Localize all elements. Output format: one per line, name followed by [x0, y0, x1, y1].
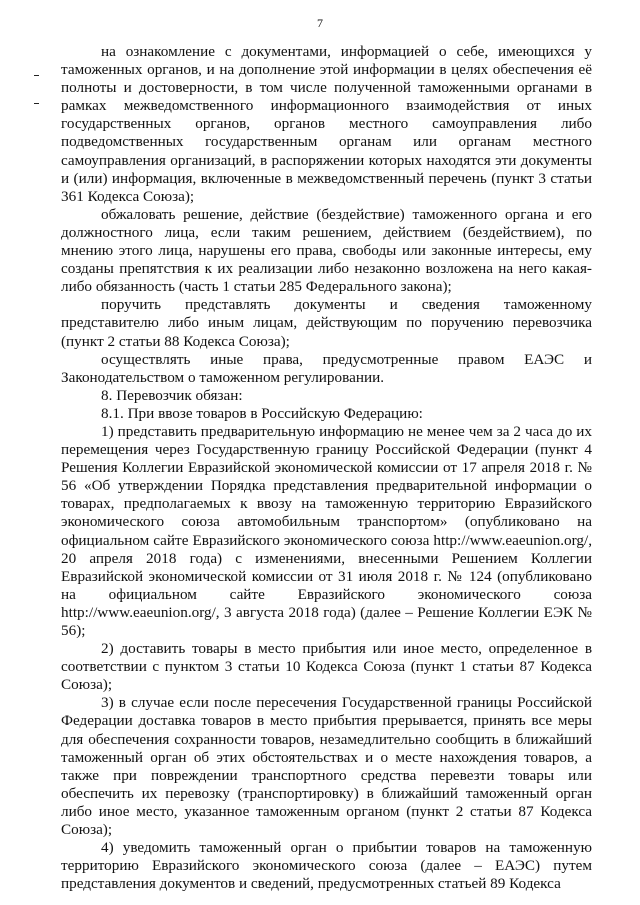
- paragraph-obligation-4: 4) уведомить таможенный орган о прибытии товаров на таможенную территорию Евразийского экономического союза (далее – ЕАЭС) путем представления документов и сведений, предусмотренных статьей 89 Кодекса: [61, 839, 592, 893]
- paragraph-obligation-3: 3) в случае если после пересечения Государственной границы Российской Федерации доставка товаров в место прибытия прерывается, принять все меры для обеспечения сохранности товаров, незамедлительно сообщить в ближайший таможенный орган об этих обстоятельствах и о месте нахождения товаров, а также при повреждении транспортного средства перевезти товары или обеспечить их перевозку (транспортировку) в ближайший таможенный орган либо иное место, указанное таможенным органом (пункт 2 статьи 87 Кодекса Союза);: [61, 694, 592, 839]
- document-body: [61, 43, 592, 893]
- paragraph-rights-other: осуществлять иные права, предусмотренные правом ЕАЭС и Законодательством о таможенном регулировании.: [61, 350, 592, 386]
- paragraph-rights-familiarization: на ознакомление с документами, информацией о себе, имеющихся у таможенных органов, и на дополнение этой информации в целях обеспечения её полноты и достоверности, в том числе полученной таможенными органами в рамках межведомственного информационного взаимодействия от иных государственных органов, органов местного самоуправления либо подведомственных государственным органам или органам местного самоуправления организаций, в распоряжении которых находятся эти документы и (или) информация, включенные в межведомственный перечень (пункт 3 статьи 361 Кодекса Союза);: [61, 43, 592, 205]
- paragraph-rights-appeal: обжаловать решение, действие (бездействие) таможенного органа и его должностного лица, если таким решением, действием (бездействием), по мнению этого лица, нарушены его права, свободы или законные интересы, ему созданы препятствия к их реализации либо незаконно возложена на него какая-либо обязанность (часть 1 статьи 285 Федерального закона);: [61, 205, 592, 296]
- page-number: 7: [317, 16, 323, 30]
- paragraph-rights-delegate: поручить представлять документы и сведения таможенному представителю либо иным лицам, действующим по поручению перевозчика (пункт 2 статьи 88 Кодекса Союза);: [61, 296, 592, 350]
- section-heading-carrier-obligations: 8. Перевозчик обязан:: [101, 386, 243, 404]
- margin-mark: [34, 75, 39, 76]
- paragraph-obligation-1: 1) представить предварительную информацию не менее чем за 2 часа до их перемещения через Государственную границу Российской Федерации (пункт 4 Решения Коллегии Евразийской экономической комиссии от 17 апреля 2018 г. № 56 «Об утверждении Порядка представления предварительной информации о товарах, предполагаемых к ввозу на таможенную территорию Евразийского экономического союза автомобильным транспортом» (опубликовано на официальном сайте Евразийского экономического союза http://www.eaeunion.org/, 20 апреля 2018 года) с изменениями, внесенными Решением Коллегии Евразийской экономической комиссии от 31 июля 2018 г. № 124 (опубликовано на официальном сайте Евразийского экономического союза http://www.eaeunion.org/, 3 августа 2018 года) (далее – Решение Коллегии ЕЭК № 56);: [61, 422, 592, 639]
- paragraph-obligation-2: 2) доставить товары в место прибытия или иное место, определенное в соответствии с пунктом 3 статьи 10 Кодекса Союза (пункт 1 статьи 87 Кодекса Союза);: [61, 640, 592, 694]
- subsection-heading-import: 8.1. При ввозе товаров в Российскую Федерацию:: [101, 404, 423, 422]
- margin-mark: [34, 103, 39, 104]
